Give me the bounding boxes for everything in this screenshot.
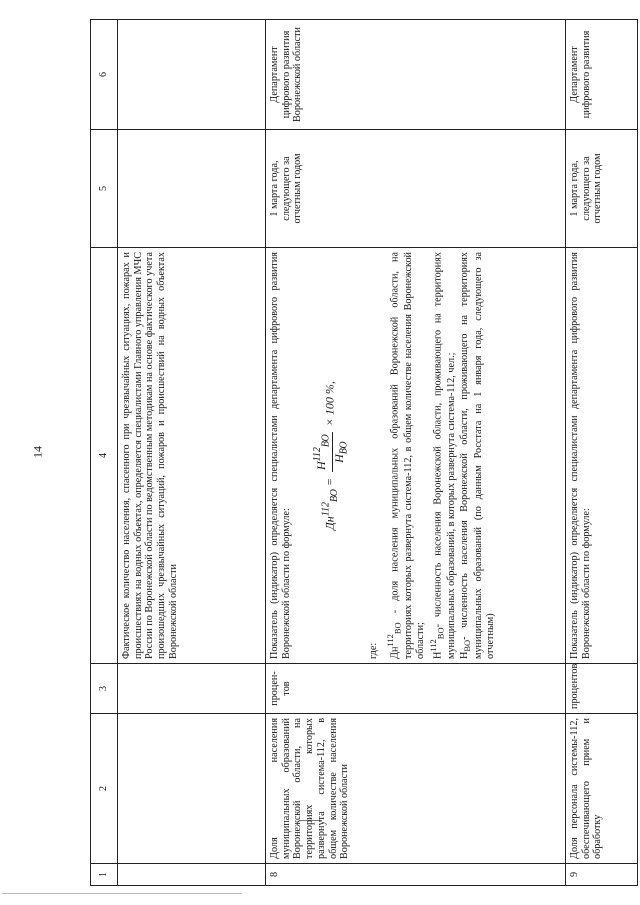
table-row xyxy=(566,20,638,886)
header-col-3: 3 xyxy=(91,664,118,714)
row-number: 8 xyxy=(266,864,566,886)
definition-2: $Н^{112}_{ВО}-$ численность населения Воронежской области, проживающего на территориях муниципальных образований, в которых развернута система-112, чел.; xyxy=(427,252,457,659)
definition-1: $Дн^{112}_{ВО}$ - доля населения муниципальных образований Воронежской области, на территориях которых развернута система-112, в общем количестве населения Воронежской области; xyxy=(384,252,426,659)
table-row xyxy=(266,20,566,886)
continuation-method-text: Фактическое количество населения, спасенного при чрезвычайных ситуациях, пожарах и происшествиях на водных объектах, определяется специалистами Главного управления МЧС России по Воронежской области по ведомственным методикам на основе фактического учета произошедших чрезвычайных ситуаций, пожаров и происшествий на водных объектах Воронежской области xyxy=(118,248,266,664)
header-row xyxy=(91,20,118,886)
method-intro: Показатель (индикатор) определяется специалистами департамента цифрового развития Воронежской области по формуле: xyxy=(269,252,292,659)
rotated-table-container xyxy=(90,20,634,886)
indicator-unit: процен-тов xyxy=(266,664,566,714)
formula-denominator: $Н_{ВО}$ xyxy=(332,441,350,463)
header-col-5: 5 xyxy=(91,130,118,248)
formula: $Дн^{112}_{ВО}$ = $Н^{112}_{ВО}$ $Н_{ВО}$ × 100 %, xyxy=(312,381,350,530)
continuation-col-6 xyxy=(118,20,266,130)
row-number: 9 xyxy=(566,864,638,886)
indicator-name: Доля персонала системы-112, обеспечивающего прием и обработку xyxy=(566,714,638,864)
indicator-unit: процентов xyxy=(566,664,638,714)
header-col-4: 4 xyxy=(91,248,118,664)
bottom-rule xyxy=(2,893,242,894)
header-col-2: 2 xyxy=(91,714,118,864)
header-col-1: 1 xyxy=(91,864,118,886)
continuation-col-2 xyxy=(118,714,266,864)
indicator-deadline: 1 марта года, следующего за отчетным годом xyxy=(266,130,566,248)
indicator-table xyxy=(90,19,638,886)
indicator-method xyxy=(266,248,566,664)
indicator-responsible: Департамент цифрового развития Воронежской области xyxy=(266,20,566,130)
indicator-responsible: Департамент цифрового развития xyxy=(566,20,638,130)
indicator-name: Доля населения муниципальных образований Воронежской области, на территориях которых развернута система-112, в общем количестве населения Воронежской области xyxy=(266,714,566,864)
indicator-deadline: 1 марта года, следующего за отчетным годом xyxy=(566,130,638,248)
continuation-col-1 xyxy=(118,864,266,886)
formula-numerator: $Н^{112}_{ВО}$ xyxy=(312,434,332,471)
formula-tail: × 100 %, xyxy=(323,381,338,427)
continuation-row xyxy=(118,20,266,886)
page-number: 14 xyxy=(30,446,45,458)
header-col-6: 6 xyxy=(91,20,118,130)
definition-3: $Н_{ВО}-$ численность населения Воронежской области, проживающего на территориях муниципальных образований (по данным Росстата на 1 января года, следующего за отчетным) xyxy=(459,252,496,659)
continuation-col-3 xyxy=(118,664,266,714)
indicator-method: Показатель (индикатор) определяется специалистами департамента цифрового развития Воронежской области по формуле: xyxy=(566,248,638,664)
where-label: где: xyxy=(368,642,380,659)
formula-lhs: Дн xyxy=(323,516,338,530)
formula-lhs-sup: 112 xyxy=(321,502,333,517)
formula-lhs-sub: ВО xyxy=(329,489,341,503)
table-frame xyxy=(90,20,634,886)
formula-fraction xyxy=(312,432,350,472)
continuation-col-5 xyxy=(118,130,266,248)
